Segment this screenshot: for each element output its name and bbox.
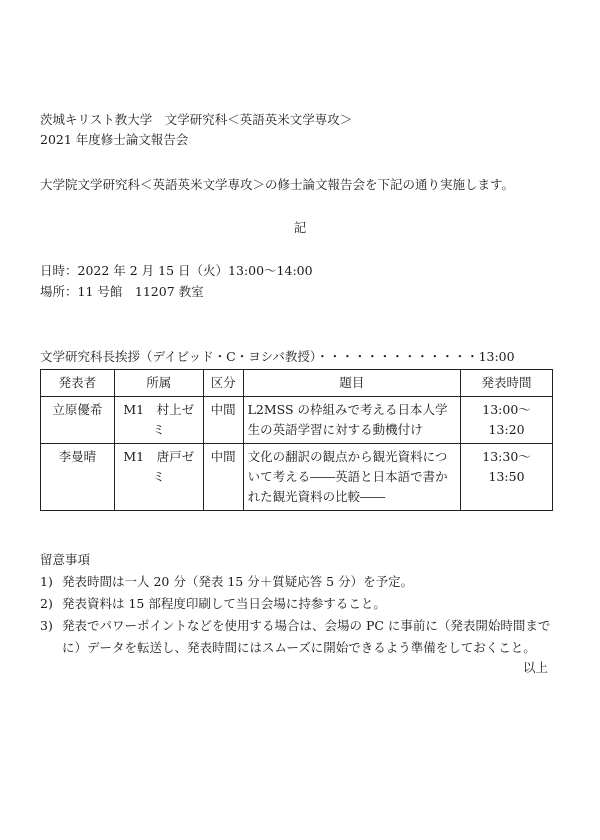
note-number: 2)	[40, 596, 53, 611]
note-text: 発表でパワーポイントなどを使用する場合は、会場の PC に事前に（発表開始時間までに）データを転送し、発表時間にはスムーズに開始できるよう準備をしておくこと。	[62, 618, 551, 655]
note-number: 3)	[40, 618, 53, 633]
note-number: 1)	[40, 574, 53, 589]
table-header-row	[41, 370, 553, 397]
datetime-line: 日時：2022 年 2 月 15 日（火）13:00〜14:00	[40, 263, 313, 278]
note-text: 発表時間は一人 20 分（発表 15 分＋質疑応答 5 分）を予定。	[62, 574, 414, 589]
schedule-table	[40, 369, 553, 511]
affiliation-cell: M1 村上ゼミ	[114, 397, 203, 444]
note-item	[40, 571, 560, 593]
category-cell: 中間	[203, 397, 243, 444]
notes-section	[40, 549, 560, 659]
category-cell: 中間	[203, 444, 243, 511]
note-item	[40, 615, 560, 659]
header-time: 発表時間	[461, 370, 553, 397]
greeting-line: 文学研究科長挨拶（デイビッド・C・ヨシバ教授）・・・・・・・・・・・・・13:00	[40, 349, 515, 364]
place-line: 場所：11 号館 11207 教室	[40, 284, 204, 299]
title-cell: L2MSS の枠組みで考える日本人学生の英語学習に対する動機付け	[243, 397, 460, 444]
title-cell: 文化の翻訳の観点から観光資料について考える――英語と日本語で書かれた観光資料の比較――	[243, 444, 460, 511]
note-text: 発表資料は 15 部程度印刷して当日会場に持参すること。	[62, 596, 386, 611]
header-category: 区分	[203, 370, 243, 397]
table-row	[41, 444, 553, 511]
affiliation-cell: M1 唐戸ゼミ	[114, 444, 203, 511]
time-cell: 13:00〜13:20	[461, 397, 553, 444]
header-presenter: 発表者	[41, 370, 115, 397]
ki-heading: 記	[293, 220, 307, 235]
presenter-cell: 李曼晴	[41, 444, 115, 511]
time-cell: 13:30〜13:50	[461, 444, 553, 511]
header-title: 題目	[243, 370, 460, 397]
event-title: 2021 年度修士論文報告会	[40, 132, 189, 147]
presenter-cell: 立原優希	[41, 397, 115, 444]
closing-text: 以上	[522, 660, 548, 675]
note-item	[40, 593, 560, 615]
intro-text: 大学院文学研究科＜英語英米文学専攻＞の修士論文報告会を下記の通り実施します。	[40, 177, 515, 192]
university-line: 茨城キリスト教大学 文学研究科＜英語英米文学専攻＞	[40, 112, 353, 127]
header-affiliation: 所属	[114, 370, 203, 397]
notes-heading: 留意事項	[40, 552, 91, 567]
table-row	[41, 397, 553, 444]
